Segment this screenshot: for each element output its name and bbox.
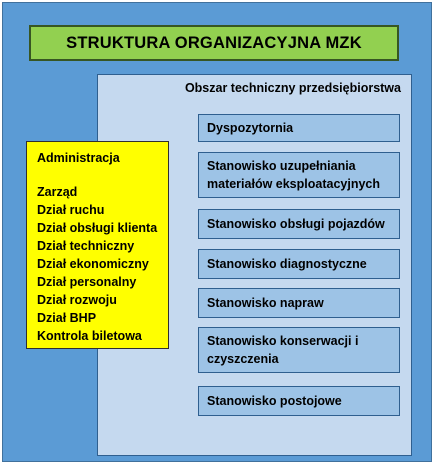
unit-box-maintenance: [198, 327, 400, 373]
administration-item: Dział techniczny: [37, 239, 135, 253]
administration-item: Kontrola biletowa: [37, 329, 142, 343]
unit-label: Stanowisko postojowe: [207, 394, 342, 408]
administration-item: Dział ekonomiczny: [37, 257, 149, 271]
unit-box-dispatch: [198, 114, 400, 142]
unit-box-repairs: [198, 288, 400, 318]
unit-box-vehicle-service: [198, 209, 400, 239]
unit-box-parking: [198, 386, 400, 416]
unit-label: Stanowisko diagnostyczne: [207, 257, 367, 271]
unit-box-diagnostics: [198, 249, 400, 279]
unit-label: Stanowisko obsługi pojazdów: [207, 217, 385, 231]
unit-label: Stanowisko uzupełniania materiałów eksploatacyjnych: [207, 159, 380, 191]
administration-label: Administracja: [37, 151, 120, 165]
administration-item: Dział ruchu: [37, 203, 105, 217]
administration-item: Dział rozwoju: [37, 293, 117, 307]
diagram-title: STRUKTURA ORGANIZACYJNA MZK: [29, 25, 399, 61]
administration-box: [26, 141, 169, 349]
diagram-background: [2, 2, 432, 462]
unit-label: Stanowisko napraw: [207, 296, 324, 310]
unit-label: Stanowisko konserwacji i czyszczenia: [207, 334, 359, 366]
unit-box-supplies: [198, 152, 400, 198]
administration-list: [37, 183, 168, 345]
administration-item: Dział obsługi klienta: [37, 221, 158, 235]
unit-label: Dyspozytornia: [207, 121, 294, 135]
administration-item: Dział personalny: [37, 275, 137, 289]
administration-item: Dział BHP: [37, 311, 97, 325]
administration-item: Zarząd: [37, 185, 78, 199]
technical-area-label: Obszar techniczny przedsiębiorstwa: [184, 81, 401, 95]
